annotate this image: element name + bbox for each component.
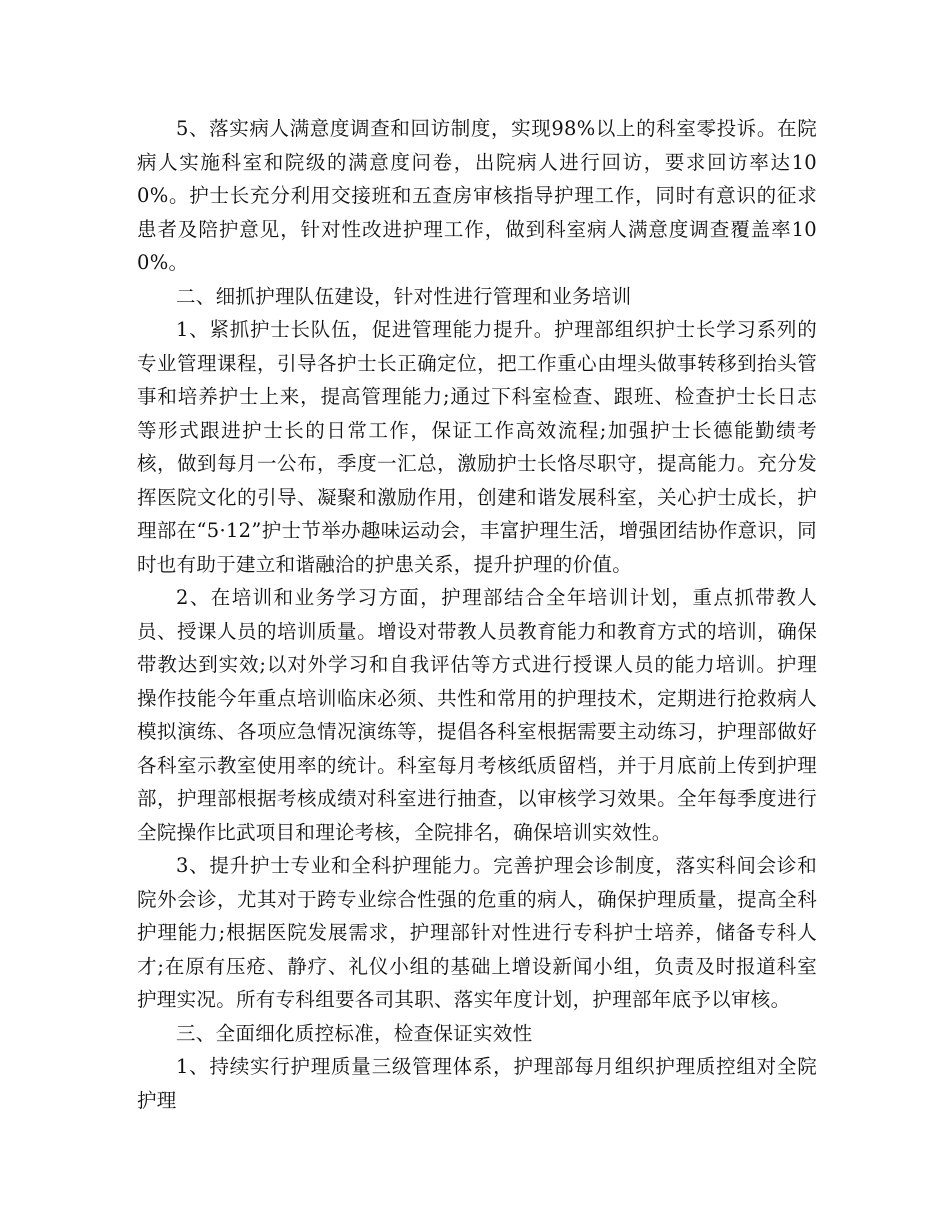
section-heading-team-building: 二、细抓护理队伍建设，针对性进行管理和业务培训 (176, 284, 632, 308)
paragraph-training: 2、在培训和业务学习方面，护理部结合全年培训计划，重点抓带教人员、授课人员的培训质量。增设对带教人员教育能力和教育方式的培训，确保带教达到实效;以对外学习和自我评估等方式进行授课人员的能力培训。护理操作技能今年重点培训临床必须、共性和常用的护理技术，定期进行抢救病人模拟演练、各项应急情况演练等，提倡各科室根据需要主动练习，护理部做好各科室示教室使用率的统计。科室每月考核纸质留档，并于月底前上传到护理部，护理部根据考核成绩对科室进行抽查，以审核学习效果。全年每季度进行全院操作比武项目和理论考核，全院排名，确保培训实效性。 (137, 586, 817, 844)
paragraph-three-level-management: 1、持续实行护理质量三级管理体系，护理部每月组织护理质控组对全院护理 (137, 1055, 817, 1112)
paragraph-specialty-ability: 3、提升护士专业和全科护理能力。完善护理会诊制度，落实科间会诊和院外会诊，尤其对于跨专业综合性强的危重的病人，确保护理质量，提高全科护理能力;根据医院发展需求，护理部针对性进行专科护士培养，储备专科人才;在原有压疮、静疗、礼仪小组的基础上增设新闻小组，负责及时报道科室护理实况。所有专科组要各司其职、落实年度计划，护理部年底予以审核。 (137, 854, 817, 1011)
paragraph-head-nurse-team: 1、紧抓护士长队伍，促进管理能力提升。护理部组织护士长学习系列的专业管理课程，引导各护士长正确定位，把工作重心由埋头做事转移到抬头管事和培养护士上来，提高管理能力;通过下科室检查、跟班、检查护士长日志等形式跟进护士长的日常工作，保证工作高效流程;加强护士长德能勤绩考核，做到每月一公布，季度一汇总，激励护士长恪尽职守，提高能力。充分发挥医院文化的引导、凝聚和激励作用，创建和谐发展科室，关心护士成长，护理部在“5·12”护士节举办趣味运动会，丰富护理生活，增强团结协作意识，同时也有助于建立和谐融洽的护患关系，提升护理的价值。 (137, 318, 817, 576)
section-heading-quality-control: 三、全面细化质控标准，检查保证实效性 (176, 1021, 533, 1045)
document-body (137, 112, 817, 1117)
paragraph-satisfaction-survey: 5、落实病人满意度调查和回访制度，实现98%以上的科室零投诉。在院病人实施科室和院级的满意度问卷，出院病人进行回访，要求回访率达100%。护士长充分利用交接班和五查房审核指导护理工作，同时有意识的征求患者及陪护意见，针对性改进护理工作，做到科室病人满意度调查覆盖率100%。 (137, 117, 817, 274)
